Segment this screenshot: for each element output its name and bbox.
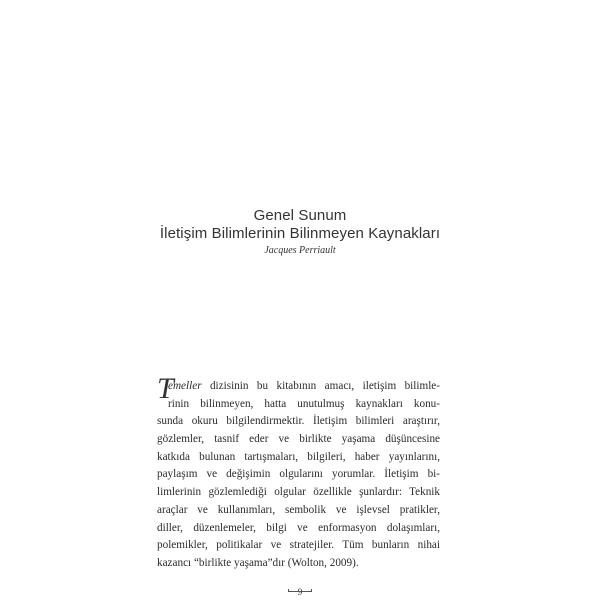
drop-cap: T — [157, 372, 174, 405]
body-line: paylaşım ve değişimin olgularını yorumlar. İletişim bi- — [157, 468, 440, 481]
body-paragraph — [157, 372, 440, 573]
body-line: katkıda bulunan tartışmaları, bilgileri, haber yayınlarını, — [157, 450, 440, 463]
body-line: araçlar ve kullanımları, sembolik ve işlevsel pratikler, — [157, 503, 440, 516]
chapter-heading — [0, 207, 600, 258]
first-word-italic: emeller — [168, 380, 202, 392]
body-line — [157, 378, 440, 396]
page-number: 9 — [297, 587, 303, 597]
body-line: gözlemler, tasnif eder ve birlikte yaşama düşüncesine — [157, 433, 440, 446]
body-line: sunda okuru bilgilendirmektir. İletişim bilimleri araştırır, — [157, 415, 440, 428]
body-line: kazancı “birlikte yaşama”dır (Wolton, 2009). — [157, 556, 359, 569]
body-line: diller, düzenlemeler, bilgi ve enformasyon dolaşımları, — [157, 521, 440, 534]
body-line: rinin bilinmeyen, hatta unutulmuş kaynakları konu- — [168, 397, 440, 410]
page-number-bracket — [288, 589, 312, 592]
body-line: limlerinin gözlemlediği olgular özellikle şunlardır: Teknik — [157, 486, 440, 499]
section-title: Genel Sunum — [253, 207, 347, 224]
author-name: Jacques Perriault — [264, 245, 336, 256]
chapter-title: İletişim Bilimlerinin Bilinmeyen Kaynakları — [159, 225, 441, 242]
body-line: polemikler, politikalar ve stratejiler. Tüm bunların nihai — [157, 539, 440, 552]
body-line-text: dizisinin bu kitabının amacı, iletişim bilimle- — [201, 380, 440, 392]
